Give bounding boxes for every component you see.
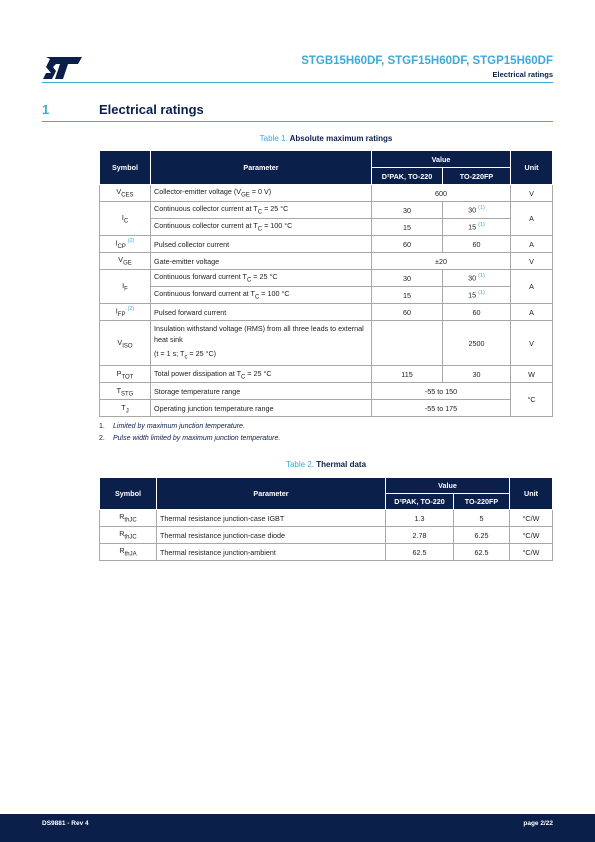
value-cell: 600 [372,185,511,202]
footnote-ref[interactable]: (2) [127,238,135,245]
parameter-cell: Continuous forward current at $T_C = 100$ °C [151,287,372,304]
parameter-cell: Pulsed forward current [151,304,372,321]
value-cell: 30 [372,270,443,287]
table-row [100,527,553,544]
footnote-2: 2. Pulse width limited by maximum junction temperature. [99,435,281,442]
table-row [100,366,553,383]
table-row [100,304,553,321]
value-cell: 15 [372,287,443,304]
value-cell: 62.5 [386,544,454,561]
value-cell: -55 to 175 [372,400,511,417]
document-revision: DS9881 - Rev 4 [42,820,89,827]
unit-cell: W [511,366,553,383]
value-cell: 30 $^{(1)}$ [443,270,511,287]
unit-cell: °C/W [510,527,553,544]
parameter-cell: Pulsed collector current [151,236,372,253]
table1-caption-text: Absolute maximum ratings [289,134,393,143]
parameter-cell: Continuous collector current at $T_C = 25$ °C [151,202,372,219]
table2-caption [99,460,553,469]
parameter-cell: Collector-emitter voltage ($V_{GE} = 0$ V) [151,185,372,202]
unit-cell: °C/W [510,510,553,527]
unit-cell: V [511,185,553,202]
unit-cell: A [511,304,553,321]
footnote-ref[interactable]: (1) [478,273,485,280]
value-cell: -55 to 150 [372,383,511,400]
value-cell: ±20 [372,253,511,270]
parameter-cell: Thermal resistance junction-case diode [157,527,386,544]
parameter-cell: Thermal resistance junction-case IGBT [157,510,386,527]
table-row [100,270,553,287]
table-row [100,219,553,236]
document-subtitle: Electrical ratings [492,70,553,79]
unit-cell: °C [511,383,553,417]
table1-notes [99,421,280,445]
table-row [100,185,553,202]
unit-cell: A [511,202,553,236]
symbol-cell: $R_{thJC}$ [100,527,157,544]
table-row [100,202,553,219]
table-row [100,544,553,561]
table2-caption-text: Thermal data [316,460,367,469]
value-cell: 6.25 [454,527,510,544]
footnote-ref[interactable]: (1) [478,222,485,229]
header-value: Value [372,151,511,168]
symbol-cell: $R_{thJA}$ [100,544,157,561]
footnote-1: 1. Limited by maximum junction temperature. [99,423,245,430]
parameter-cell: Storage temperature range [151,383,372,400]
symbol-cell: $P_{TOT}$ [100,366,151,383]
symbol-cell: $V_{GE}$ [100,253,151,270]
header-symbol: Symbol [100,151,151,185]
footnote-ref[interactable]: (1) [478,290,485,297]
table-row [100,510,553,527]
symbol-cell: $I_F$ [100,270,151,304]
table2-caption-number: Table 2. [285,460,314,469]
table-row [100,253,553,270]
header-unit: Unit [511,151,553,185]
value-cell: 60 [372,304,443,321]
unit-cell: A [511,270,553,304]
section-divider [42,121,553,122]
header-parameter: Parameter [157,478,386,510]
parameter-cell: Insulation withstand voltage (RMS) from all three leads to external heat sink (t = 1 s; $T_c = 25$ °C) [151,321,372,366]
header-divider [42,82,553,83]
value-cell: 60 [372,236,443,253]
table-row [100,383,553,400]
table-row [100,321,553,366]
symbol-cell: $I_C$ [100,202,151,236]
footer [0,820,595,842]
parameter-cell: Total power dissipation at $T_C = 25$ °C [151,366,372,383]
value-cell: 62.5 [454,544,510,561]
table1-caption-number: Table 1. [259,134,288,143]
unit-cell: V [511,253,553,270]
header-package-to220fp: TO-220FP [443,168,511,185]
symbol-cell: $R_{thJC}$ [100,510,157,527]
symbol-cell: $V_{CES}$ [100,185,151,202]
thermal-data-table [99,477,553,561]
parameter-cell: Continuous forward current $T_C = 25$ °C [151,270,372,287]
value-cell: 30 $^{(1)}$ [443,202,511,219]
value-cell: 30 [443,366,511,383]
value-cell: 5 [454,510,510,527]
header-symbol: Symbol [100,478,157,510]
header-package-d2pak: D²PAK, TO-220 [386,494,454,510]
footnote-ref[interactable]: (1) [478,205,485,212]
header-unit: Unit [510,478,553,510]
value-cell: 60 [443,304,511,321]
value-cell: 60 [443,236,511,253]
value-cell [372,321,443,366]
symbol-cell: $I_{FP}$ $^{(2)}$ [100,304,151,321]
value-cell: 15 $^{(1)}$ [443,219,511,236]
section-title: Electrical ratings [99,102,204,117]
header-value: Value [386,478,510,494]
value-cell: 115 [372,366,443,383]
table1-caption [99,134,553,143]
header-parameter: Parameter [151,151,372,185]
st-logo [42,56,84,80]
symbol-cell: $I_{CP}$ $^{(2)}$ [100,236,151,253]
unit-cell: V [511,321,553,366]
value-cell: 15 $^{(1)}$ [443,287,511,304]
parameter-cell: Thermal resistance junction-ambient [157,544,386,561]
table-row [100,236,553,253]
document-title: STGB15H60DF, STGF15H60DF, STGP15H60DF [301,55,553,67]
header-package-to220fp: TO-220FP [454,494,510,510]
section-number: 1 [42,102,50,117]
parameter-cell: Gate-emitter voltage [151,253,372,270]
symbol-cell: $T_J$ [100,400,151,417]
value-cell: 2.78 [386,527,454,544]
value-cell: 1.3 [386,510,454,527]
parameter-cell: Continuous collector current at $T_C = 100$ °C [151,219,372,236]
absolute-max-ratings-table [99,150,553,417]
unit-cell: A [511,236,553,253]
value-cell: 15 [372,219,443,236]
value-cell: 30 [372,202,443,219]
table-row [100,400,553,417]
symbol-cell: $T_{STG}$ [100,383,151,400]
parameter-cell: Operating junction temperature range [151,400,372,417]
page-number: page 2/22 [523,820,553,827]
value-cell: 2500 [443,321,511,366]
table-row [100,287,553,304]
unit-cell: °C/W [510,544,553,561]
footnote-ref[interactable]: (2) [127,306,135,313]
header-package-d2pak: D²PAK, TO-220 [372,168,443,185]
symbol-cell: $V_{ISO}$ [100,321,151,366]
